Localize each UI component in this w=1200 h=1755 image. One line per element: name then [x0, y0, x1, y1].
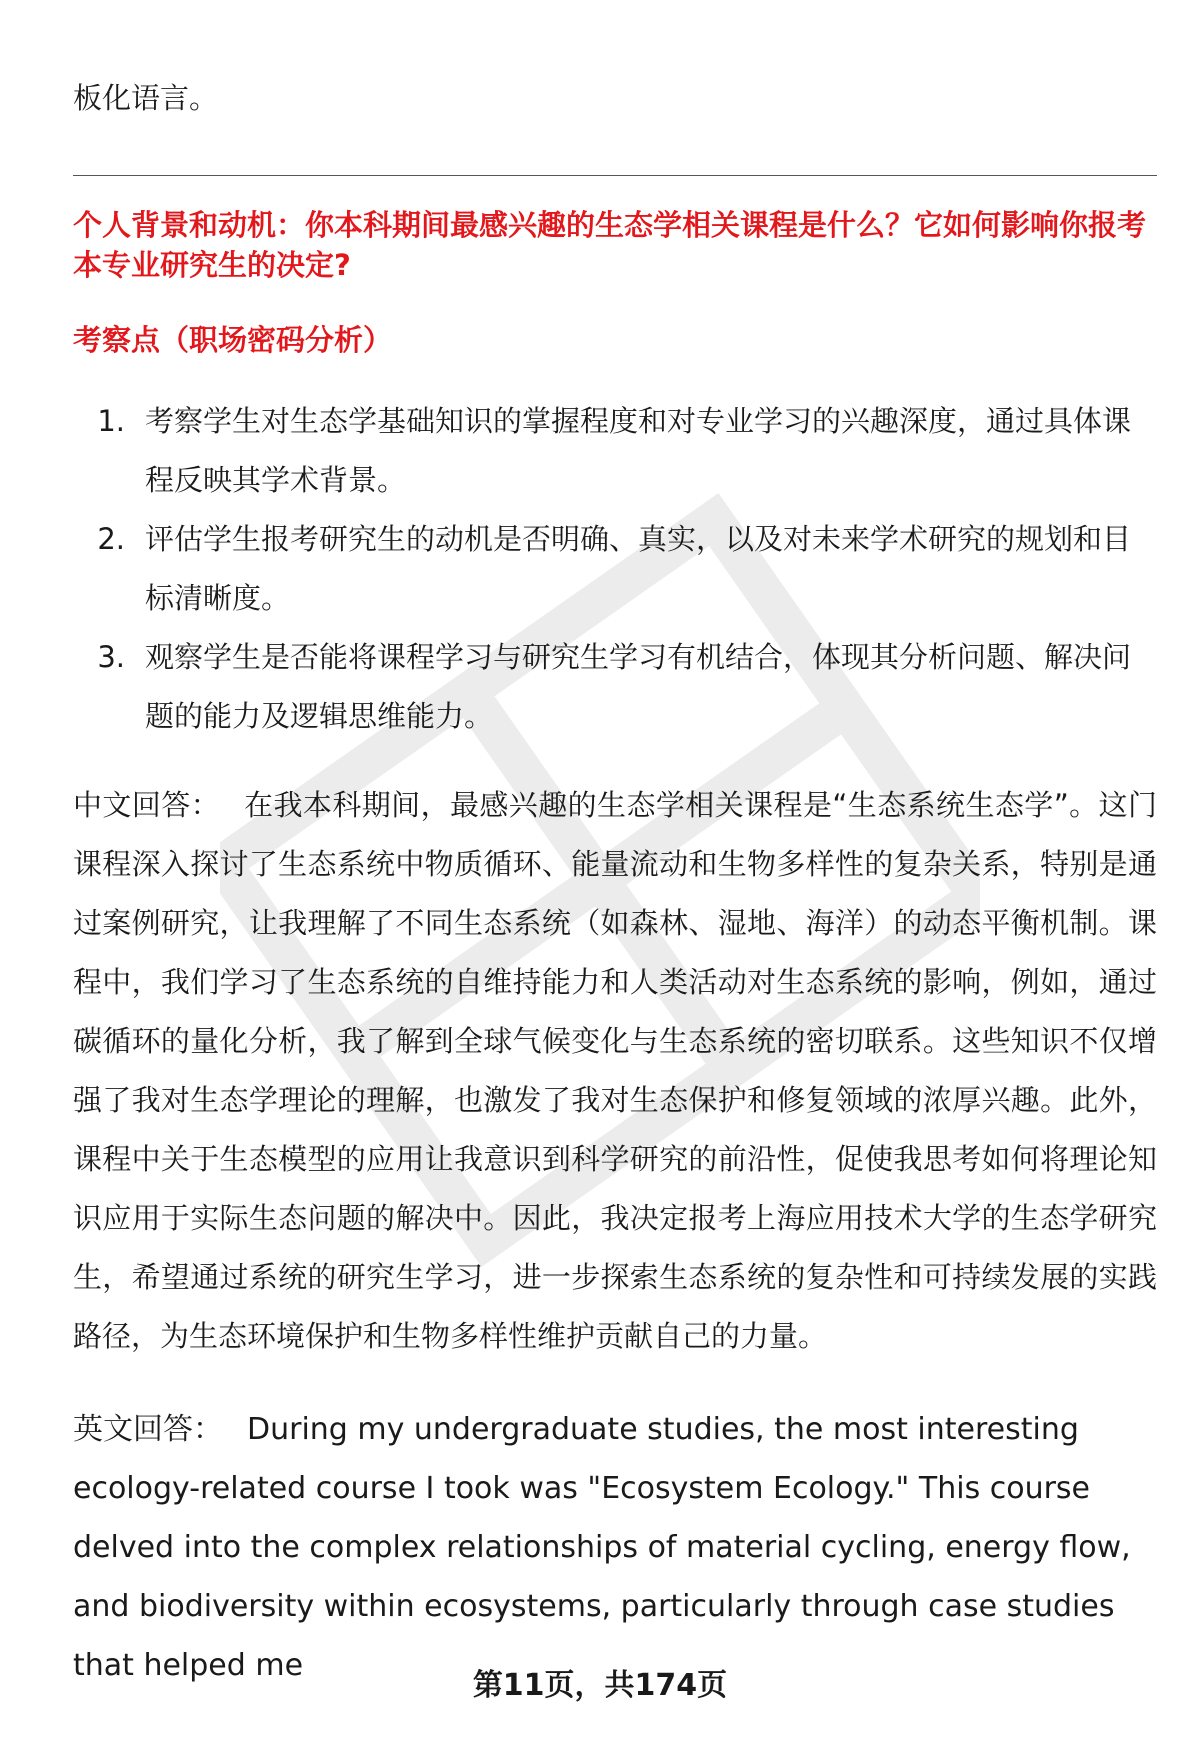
section-divider: [73, 175, 1157, 176]
list-item: [73, 392, 1157, 510]
chinese-answer: [73, 776, 1157, 1366]
list-item-number: 3.: [97, 640, 125, 674]
list-item: [73, 510, 1157, 628]
list-item-number: 2.: [97, 522, 125, 556]
examine-heading: 考察点（职场密码分析）: [73, 323, 393, 357]
question-heading: 个人背景和动机：你本科期间最感兴趣的生态学相关课程是什么？它如何影响你报考本专业研究生的决定?: [73, 208, 1147, 282]
chinese-answer-text: 在我本科期间，最感兴趣的生态学相关课程是“生态系统生态学”。这门课程深入探讨了生态系统中物质循环、能量流动和生物多样性的复杂关系，特别是通过案例研究，让我理解了不同生态系统（如森林、湿地、海洋）的动态平衡机制。课程中，我们学习了生态系统的自维持能力和人类活动对生态系统的影响，例如，通过碳循环的量化分析，我了解到全球气候变化与生态系统的密切联系。这些知识不仅增强了我对生态学理论的理解，也激发了我对生态保护和修复领域的浓厚兴趣。此外，课程中关于生态模型的应用让我意识到科学研究的前沿性，促使我思考如何将理论知识应用于实际生态问题的解决中。因此，我决定报考上海应用技术大学的生态学研究生，希望通过系统的研究生学习，进一步探索生态系统的复杂性和可持续发展的实践路径，为生态环境保护和生物多样性维护贡献自己的力量。: [73, 788, 1157, 1353]
english-answer-text: During my undergraduate studies, the most interesting ecology-related course I took was "Ecosystem Ecology." This course delved into the complex relationships of material cycling, energy flow, and biodiversity within ecosystems, particularly through case studies that helped me: [73, 1412, 1131, 1683]
chinese-answer-label: 中文回答：: [73, 788, 221, 822]
list-item-text: 观察学生是否能将课程学习与研究生学习有机结合，体现其分析问题、解决问题的能力及逻辑思维能力。: [145, 640, 1132, 733]
list-item-text: 考察学生对生态学基础知识的掌握程度和对专业学习的兴趣深度，通过具体课程反映其学术背景。: [145, 404, 1132, 497]
list-item-text: 评估学生报考研究生的动机是否明确、真实，以及对未来学术研究的规划和目标清晰度。: [145, 522, 1132, 615]
list-item: [73, 628, 1157, 746]
page-footer: 第11页，共174页: [472, 1668, 728, 1703]
english-answer-label: 英文回答：: [73, 1412, 223, 1447]
english-answer: [73, 1400, 1157, 1695]
lead-fragment: 板化语言。: [73, 81, 219, 115]
examine-points-list: [73, 392, 1157, 746]
list-item-number: 1.: [97, 404, 125, 438]
